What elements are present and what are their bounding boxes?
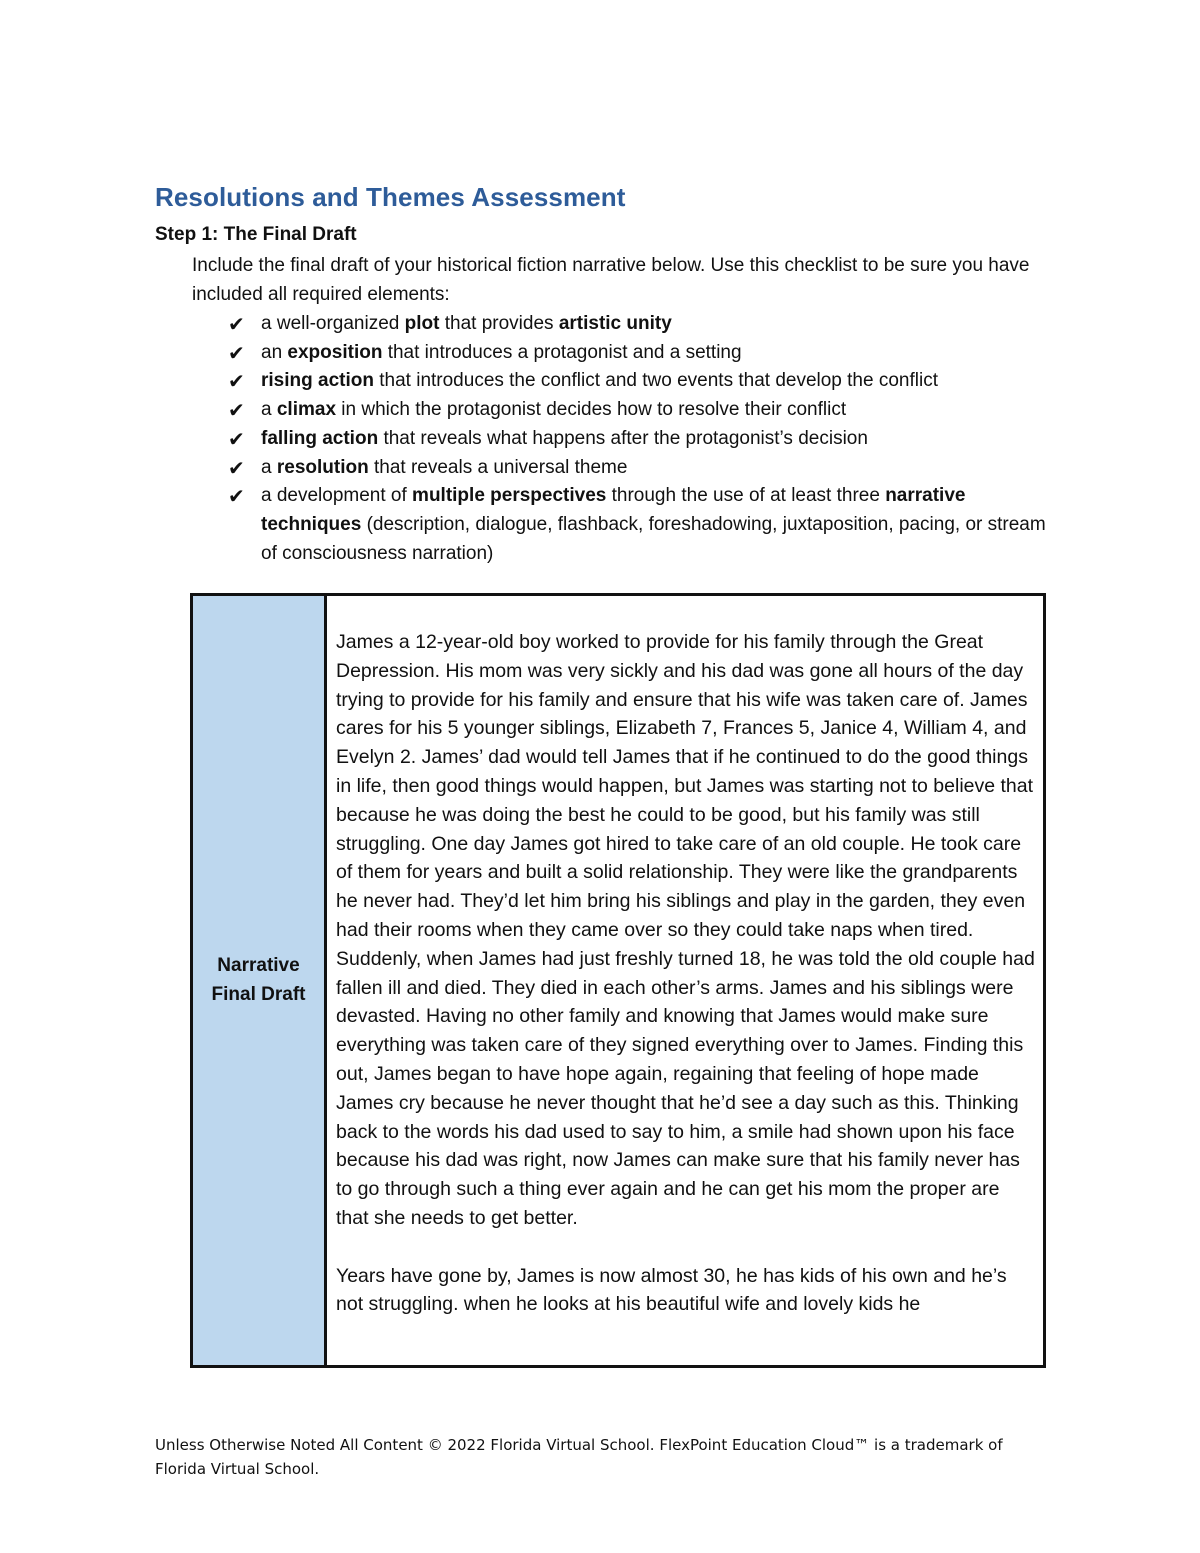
checklist-item: ✔ a climax in which the protagonist decides how to resolve their conflict — [228, 396, 1048, 425]
check-mark-icon: ✔ — [228, 369, 245, 394]
checklist-item: ✔ a resolution that reveals a universal theme — [228, 454, 1048, 483]
checklist-item: ✔ rising action that introduces the conflict and two events that develop the conflict — [228, 367, 1048, 396]
check-mark-icon: ✔ — [228, 455, 245, 480]
check-mark-icon: ✔ — [228, 340, 245, 365]
checklist-item: ✔ a development of multiple perspectives through the use of at least three narrative techniques (description, dialogue, flashback, foreshadowing, juxtaposition, pacing, or stream of consciousness narration) — [228, 484, 1046, 564]
check-mark-icon: ✔ — [228, 312, 245, 336]
page-title: Resolutions and Themes Assessment — [155, 182, 626, 212]
checklist-item: ✔ an exposition that introduces a protagonist and a setting — [228, 339, 1048, 368]
check-mark-icon: ✔ — [228, 398, 245, 423]
check-mark-icon: ✔ — [228, 426, 245, 451]
narrative-paragraph: James a 12-year-old boy worked to provide for his family through the Great Depression. His mom was very sickly and his dad was gone all hours of the day trying to provide for his family and ensure that his wife was taken care of. James cares for his 5 younger siblings, Elizabeth 7, Frances 5, Janice 4, William 4, and Evelyn 2. James’ dad would tell James that if he continued to do the good things in life, then good things would happen, but James was starting not to believe that because he was doing the best he could to be good, but his family was still struggling. One day James got hired to take care of an old couple. He took care of them for years and built a solid relationship. They were like the grandparents he never had. They’d let him bring his siblings and play in the garden, they even had their rooms when they came over so they could take naps when tired. Suddenly, when James had just freshly turned 18, he was told the old couple had fallen ill and died. They died in each other’s arms. James and his siblings were devasted. Having no other family and knowing that James would make sure everything was taken care of they signed everything over to James. Finding this out, James began to have hope again, regaining that feeling of hope made James cry because he never thought that he’d see a day such as this. Thinking back to the words his dad used to say to him, a smile had shown upon his face because his dad was right, now James can make sure that his family never has to go through such a thing ever again and he can get his mom the proper are that she needs to get better. — [336, 631, 1035, 1229]
table-label-cell — [193, 596, 327, 1365]
step-heading: Step 1: The Final Draft — [155, 224, 357, 245]
final-draft-table — [190, 593, 1046, 1368]
requirements-checklist — [228, 310, 1048, 568]
check-mark-icon: ✔ — [228, 484, 245, 509]
intro-text: Include the final draft of your historical fiction narrative below. Use this checklist to be sure you have included all required elements: — [192, 255, 1030, 305]
copyright-footer: Unless Otherwise Noted All Content © 2022 Florida Virtual School. FlexPoint Education Cloud™ is a trademark of Florida Virtual School. — [155, 1436, 1003, 1478]
checklist-item: ✔ a well-organized plot that provides artistic unity — [228, 310, 1048, 339]
checklist-item: ✔ falling action that reveals what happens after the protagonist’s decision — [228, 425, 1048, 454]
narrative-text-cell[interactable] — [327, 596, 1043, 1365]
table-label-line: Final Draft — [211, 983, 306, 1005]
table-label-line: Narrative — [217, 954, 300, 976]
narrative-paragraph: Years have gone by, James is now almost 30, he has kids of his own and he’s not struggling. when he looks at his beautiful wife and lovely kids he — [336, 1264, 1007, 1316]
